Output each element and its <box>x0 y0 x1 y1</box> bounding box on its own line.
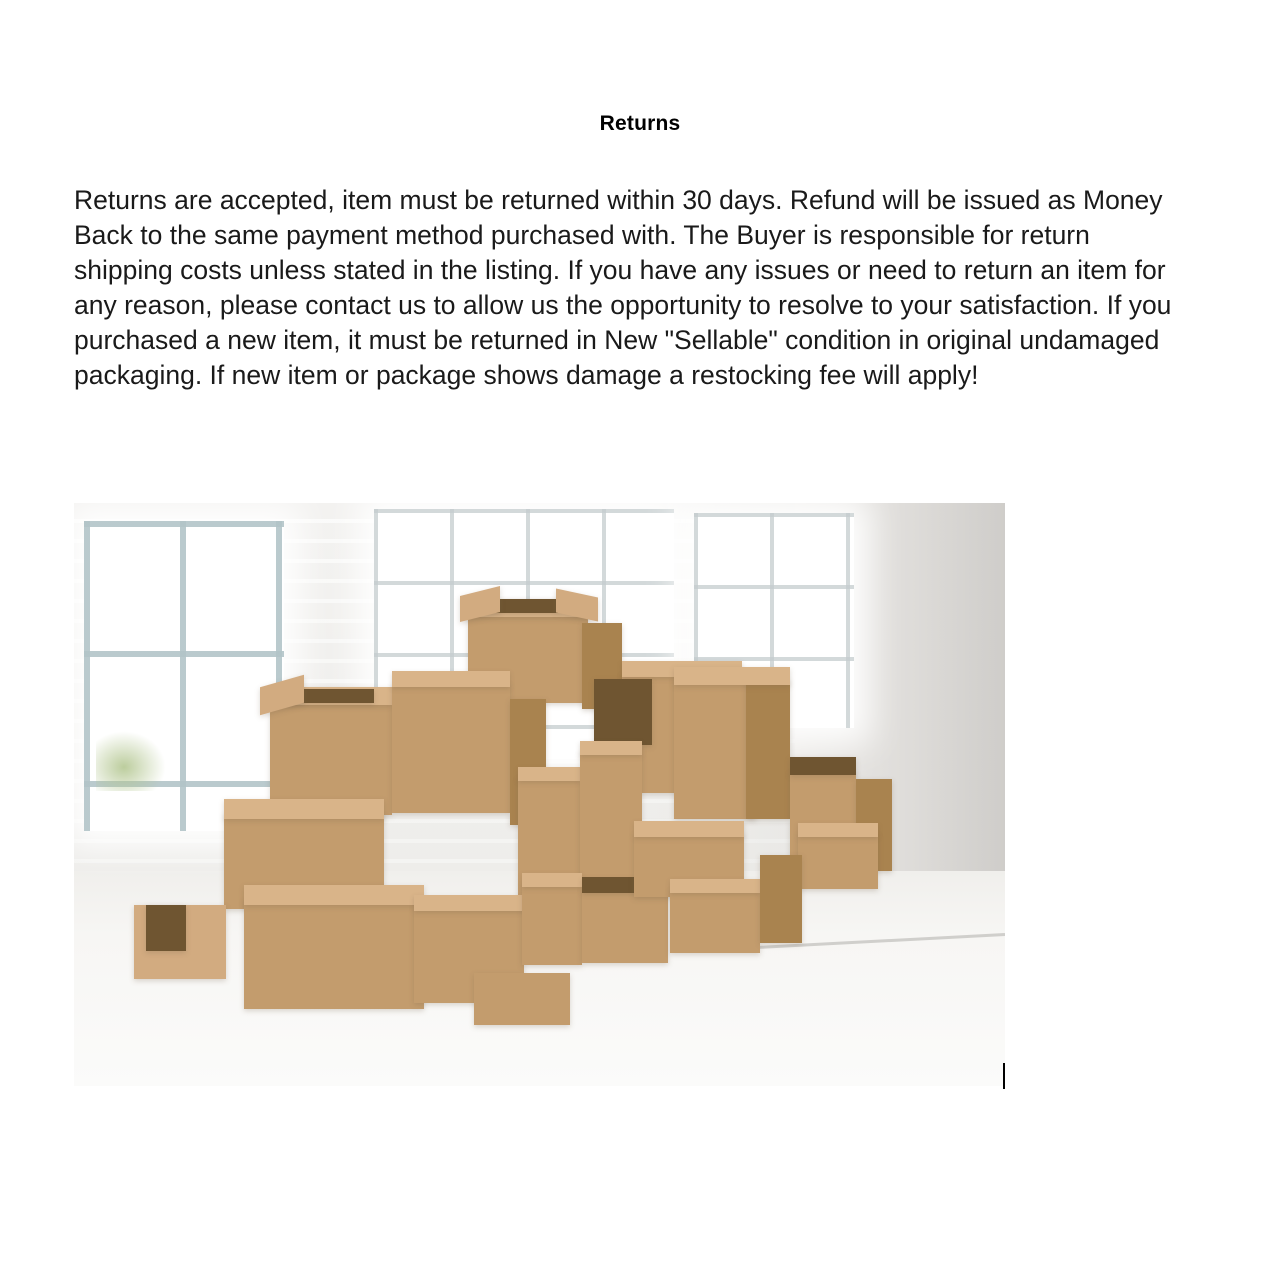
cardboard-box <box>582 889 668 963</box>
text-cursor <box>1003 1063 1005 1089</box>
cardboard-box <box>798 823 878 837</box>
cardboard-box <box>522 873 582 887</box>
cardboard-box <box>580 751 642 885</box>
cardboard-box <box>244 899 424 1009</box>
cardboard-box <box>634 821 744 837</box>
cardboard-box <box>518 767 580 781</box>
cardboard-box <box>746 679 790 819</box>
cardboard-box <box>392 671 510 687</box>
cardboard-box <box>224 799 384 819</box>
cardboard-box <box>674 679 756 819</box>
cardboard-box <box>674 667 790 685</box>
cardboard-box <box>146 905 186 951</box>
cardboard-box <box>798 833 878 889</box>
cardboard-box <box>594 679 652 745</box>
cardboard-box <box>522 883 582 965</box>
cardboard-box <box>474 973 570 1025</box>
boxes-photo <box>74 503 1005 1086</box>
cardboard-box <box>414 895 524 911</box>
page-title: Returns <box>599 112 681 135</box>
cardboard-box <box>580 741 642 755</box>
cardboard-box <box>670 879 760 893</box>
cardboard-box <box>670 889 760 953</box>
cardboard-box <box>270 699 392 815</box>
cardboard-box <box>392 683 510 813</box>
returns-policy-text: Returns are accepted, item must be returned within 30 days. Refund will be issued as Money Back to the same payment method purchased with. The Buyer is responsible for return shipping costs unless stated in the listing. If you have any issues or need to return an item for any reason, please contact us to allow us the opportunity to resolve to your satisfaction. If you purchased a new item, it must be returned in New "Sellable" condition in original undamaged packaging. If new item or package shows damage a restocking fee will apply! <box>74 185 1172 390</box>
cardboard-box <box>790 757 856 775</box>
cardboard-box <box>760 855 802 943</box>
cardboard-box <box>244 885 424 905</box>
window-foliage <box>96 731 166 791</box>
window-left <box>84 521 284 831</box>
